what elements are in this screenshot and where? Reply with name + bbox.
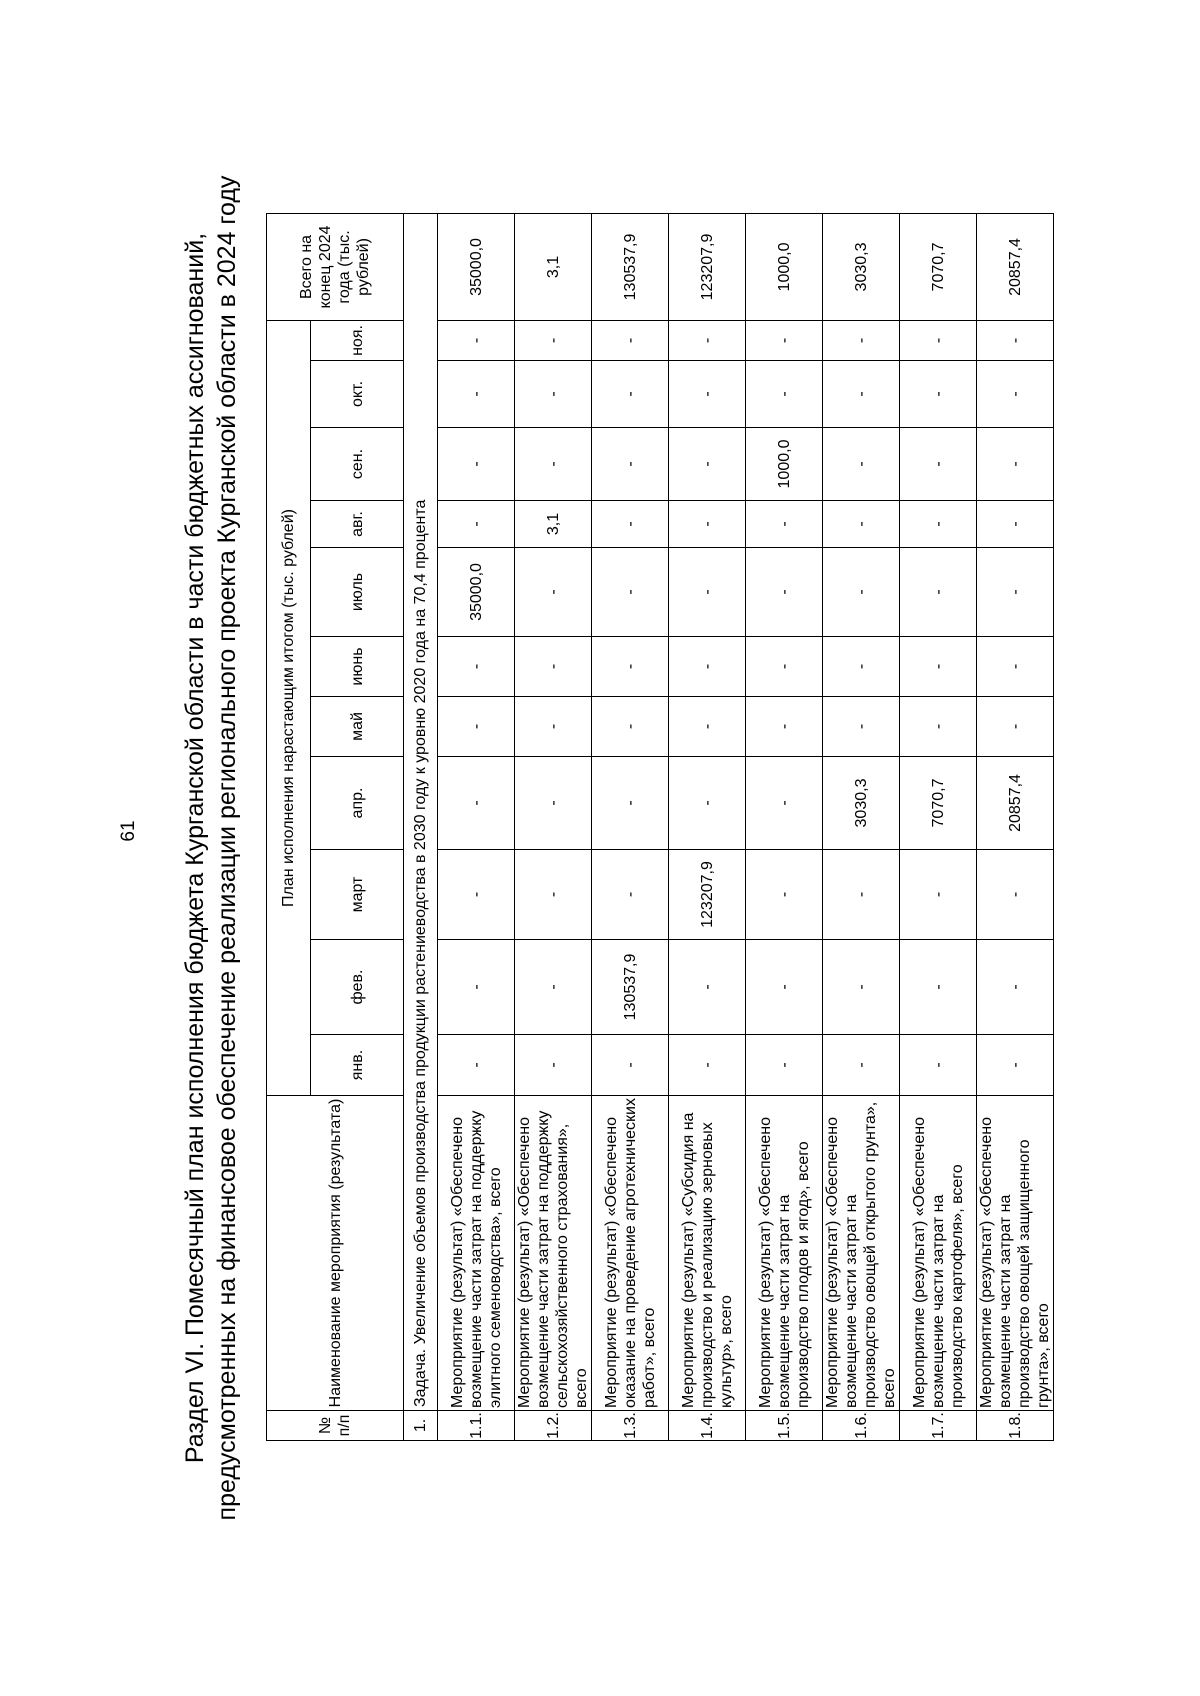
month-header: июнь [311,637,404,697]
month-header: авг. [311,501,404,548]
month-value-cell: - [669,1035,746,1096]
month-value-cell: - [592,361,669,428]
month-value-cell: 1000,0 [746,428,823,501]
total-header: Всего на конец 2024 года (тыс. рублей) [267,213,404,320]
month-value-cell: - [746,320,823,360]
month-value-cell: - [669,637,746,697]
month-value-cell: - [515,548,592,637]
month-value-cell: - [515,637,592,697]
month-value-cell: 130537,9 [592,940,669,1035]
measure-name: Мероприятие (результат) «Обеспечено возмещение части затрат на поддержку элитного семеноводства», всего [438,1096,515,1411]
month-value-cell: - [900,697,977,757]
measure-name: Мероприятие (результат) «Обеспечено возмещение части затрат на поддержку сельскохозяйственного страхования», всего [515,1096,592,1411]
month-value-cell: - [823,637,900,697]
month-value-cell: - [900,940,977,1035]
table-row [515,213,592,1440]
month-value-cell: - [823,501,900,548]
month-value-cell: - [823,1035,900,1096]
table-row [669,213,746,1440]
month-value-cell: 35000,0 [438,548,515,637]
row-number: 1.2. [515,1411,592,1441]
total-value-cell: 3030,3 [823,213,900,320]
month-value-cell: - [438,850,515,940]
month-value-cell: - [669,361,746,428]
month-value-cell: - [977,850,1054,940]
month-value-cell: - [669,501,746,548]
measure-name: Мероприятие (результат) «Субсидия на производство и реализацию зерновых культур», всего [669,1096,746,1411]
table-row [977,213,1054,1440]
task-number: 1. [404,1411,438,1441]
table-row [592,213,669,1440]
month-value-cell: - [592,320,669,360]
month-value-cell: - [592,850,669,940]
col-name-header: Наименование мероприятия (результата) [267,1096,404,1411]
total-value-cell: 3,1 [515,213,592,320]
page-title-line-1: Раздел VI. Помесячный план исполнения бюджета Курганской области в части бюджетных ассигнований, [181,232,209,1464]
month-value-cell: - [977,428,1054,501]
month-value-cell: - [746,1035,823,1096]
month-value-cell: - [900,361,977,428]
month-value-cell: - [823,940,900,1035]
month-value-cell: - [669,697,746,757]
budget-plan-table [266,213,1054,1441]
measure-name: Мероприятие (результат) «Обеспечено оказание на проведение агротехнических работ», всего [592,1096,669,1411]
month-value-cell: - [438,361,515,428]
month-value-cell: - [515,428,592,501]
month-value-cell: - [977,320,1054,360]
month-header: июль [311,548,404,637]
month-value-cell: - [438,697,515,757]
month-value-cell: - [746,637,823,697]
month-value-cell: - [669,548,746,637]
row-number: 1.6. [823,1411,900,1441]
table-row [823,213,900,1440]
month-value-cell: - [900,637,977,697]
month-value-cell: - [515,320,592,360]
month-value-cell: - [746,850,823,940]
month-value-cell: - [515,1035,592,1096]
total-value-cell: 1000,0 [746,213,823,320]
month-value-cell: - [977,940,1054,1035]
month-value-cell: - [977,697,1054,757]
month-value-cell: - [900,850,977,940]
month-value-cell: - [746,940,823,1035]
measure-name: Мероприятие (результат) «Обеспечено возмещение части затрат на производство овощей защищенного грунта», всего [977,1096,1054,1411]
month-header: ноя. [311,320,404,360]
table-row [438,213,515,1440]
month-header: янв. [311,1035,404,1096]
month-value-cell: - [823,697,900,757]
month-value-cell: 20857,4 [977,757,1054,850]
month-value-cell: 7070,7 [900,757,977,850]
month-value-cell: - [515,361,592,428]
table-row [746,213,823,1440]
month-value-cell: - [438,320,515,360]
month-value-cell: - [438,501,515,548]
row-number: 1.8. [977,1411,1054,1441]
month-value-cell: - [900,1035,977,1096]
month-value-cell: - [746,548,823,637]
month-value-cell: - [515,940,592,1035]
month-value-cell: - [746,757,823,850]
month-value-cell: - [900,501,977,548]
month-value-cell: - [900,548,977,637]
month-header: фев. [311,940,404,1035]
month-value-cell: - [900,428,977,501]
month-value-cell: - [977,637,1054,697]
table-row [900,213,977,1440]
month-value-cell: - [746,361,823,428]
col-num-header: № п/п [267,1411,404,1441]
month-header: май [311,697,404,757]
month-value-cell: - [900,320,977,360]
total-value-cell: 20857,4 [977,213,1054,320]
month-value-cell: - [823,548,900,637]
task-row [404,213,438,1440]
month-value-cell: - [438,940,515,1035]
row-number: 1.1. [438,1411,515,1441]
month-value-cell: - [823,850,900,940]
month-value-cell: - [592,548,669,637]
month-header: окт. [311,361,404,428]
page-title-line-2: предусмотренных на финансовое обеспечение реализации регионального проекта Курганской области в 2024 году [213,175,241,1521]
month-value-cell: - [592,1035,669,1096]
measure-name: Мероприятие (результат) «Обеспечено возмещение части затрат на производство плодов и ягод», всего [746,1096,823,1411]
month-value-cell: - [977,1035,1054,1096]
month-value-cell: - [515,850,592,940]
row-number: 1.3. [592,1411,669,1441]
total-value-cell: 7070,7 [900,213,977,320]
month-value-cell: - [515,757,592,850]
month-value-cell: - [438,757,515,850]
measure-name: Мероприятие (результат) «Обеспечено возмещение части затрат на производство картофеля», всего [900,1096,977,1411]
month-value-cell: - [746,697,823,757]
month-value-cell: - [515,697,592,757]
month-value-cell: - [823,361,900,428]
month-value-cell: 123207,9 [669,850,746,940]
month-value-cell: - [592,697,669,757]
month-value-cell: - [438,428,515,501]
month-value-cell: - [438,1035,515,1096]
month-value-cell: - [669,320,746,360]
plan-header: План исполнения нарастающим итогом (тыс. рублей) [267,320,311,1095]
month-header: сен. [311,428,404,501]
page-number: 61 [118,820,139,842]
month-value-cell: - [669,428,746,501]
row-number: 1.7. [900,1411,977,1441]
month-value-cell: 3030,3 [823,757,900,850]
month-value-cell: - [823,428,900,501]
row-number: 1.4. [669,1411,746,1441]
month-value-cell: - [823,320,900,360]
total-value-cell: 130537,9 [592,213,669,320]
row-number: 1.5. [746,1411,823,1441]
month-value-cell: - [669,940,746,1035]
month-value-cell: - [746,501,823,548]
month-value-cell: - [977,361,1054,428]
month-value-cell: - [977,501,1054,548]
month-value-cell: - [592,501,669,548]
month-value-cell: - [438,637,515,697]
total-value-cell: 35000,0 [438,213,515,320]
total-value-cell: 123207,9 [669,213,746,320]
month-header: апр. [311,757,404,850]
month-value-cell: - [592,757,669,850]
month-value-cell: - [977,548,1054,637]
month-value-cell: 3,1 [515,501,592,548]
month-value-cell: - [669,757,746,850]
month-header: март [311,850,404,940]
measure-name: Мероприятие (результат) «Обеспечено возмещение части затрат на производство овощей открытого грунта», всего [823,1096,900,1411]
month-value-cell: - [592,637,669,697]
task-text: Задача. Увеличение объемов производства продукции растениеводства в 2030 году к уровню 2020 года на 70,4 процента [404,213,438,1410]
month-value-cell: - [592,428,669,501]
